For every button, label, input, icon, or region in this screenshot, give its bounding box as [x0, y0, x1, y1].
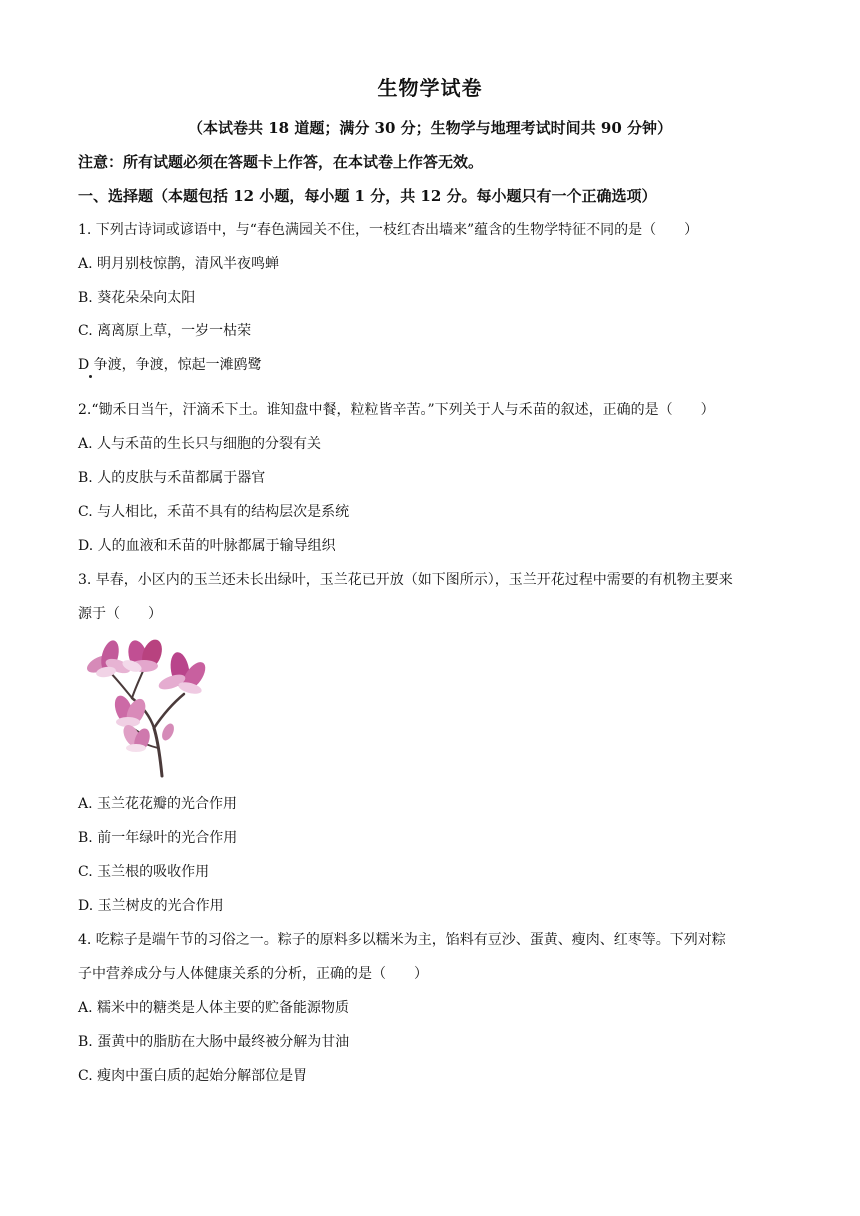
question-2-stem: 2.“锄禾日当午，汗滴禾下土。谁知盘中餐，粒粒皆辛苦。”下列关于人与禾苗的叙述，正确的是（ ） [78, 402, 715, 418]
question-1-option-d: D 争渡，争渡，惊起一滩鸥鹭 [78, 357, 262, 373]
question-2-option-a: A. 人与禾苗的生长只与细胞的分裂有关 [78, 436, 322, 452]
question-4-option-a: A. 糯米中的糖类是人体主要的贮备能源物质 [78, 1000, 350, 1016]
question-2-option-d: D. 人的血液和禾苗的叶脉都属于输导组织 [78, 538, 336, 554]
question-4-stem-line-1: 4. 吃粽子是端午节的习俗之一。粽子的原料多以糯米为主，馅料有豆沙、蛋黄、瘦肉、红枣等。下列对粽 [78, 932, 726, 948]
question-3-stem-line-1: 3. 早春，小区内的玉兰还未长出绿叶，玉兰花已开放（如下图所示），玉兰开花过程中需要的有机物主要来 [78, 572, 733, 588]
page-title: 生物学试卷 [377, 76, 483, 100]
question-1-option-b: B. 葵花朵朵向太阳 [78, 290, 196, 306]
exam-info: （本试卷共 18 道题；满分 30 分；生物学与地理考试时间共 90 分钟） [188, 119, 672, 137]
magnolia-flower-image [80, 636, 220, 781]
question-3-option-c: C. 玉兰根的吸收作用 [78, 864, 210, 880]
notice: 注意：所有试题必须在答题卡上作答，在本试卷上作答无效。 [78, 153, 484, 171]
question-1-option-c: C. 离离原上草，一岁一枯荣 [78, 323, 252, 339]
option-d-dot [89, 375, 92, 378]
question-4-stem-line-2: 子中营养成分与人体健康关系的分析，正确的是（ ） [78, 966, 428, 982]
question-3-option-d: D. 玉兰树皮的光合作用 [78, 898, 224, 914]
question-2-option-b: B. 人的皮肤与禾苗都属于器官 [78, 470, 266, 486]
question-2-option-c: C. 与人相比，禾苗不具有的结构层次是系统 [78, 504, 350, 520]
section-heading: 一、选择题（本题包括 12 小题，每小题 1 分，共 12 分。每小题只有一个正确选项） [78, 187, 657, 205]
question-3-option-b: B. 前一年绿叶的光合作用 [78, 830, 238, 846]
question-1-option-a: A. 明月别枝惊鹊，清风半夜鸣蝉 [78, 256, 280, 272]
question-4-option-b: B. 蛋黄中的脂肪在大肠中最终被分解为甘油 [78, 1034, 350, 1050]
question-3-option-a: A. 玉兰花花瓣的光合作用 [78, 796, 238, 812]
question-4-option-c: C. 瘦肉中蛋白质的起始分解部位是胃 [78, 1068, 308, 1084]
question-1-stem: 1. 下列古诗词或谚语中，与“春色满园关不住，一枝红杏出墙来”蕴含的生物学特征不同的是（ ） [78, 222, 699, 238]
question-3-stem-line-2: 源于（ ） [78, 606, 162, 622]
